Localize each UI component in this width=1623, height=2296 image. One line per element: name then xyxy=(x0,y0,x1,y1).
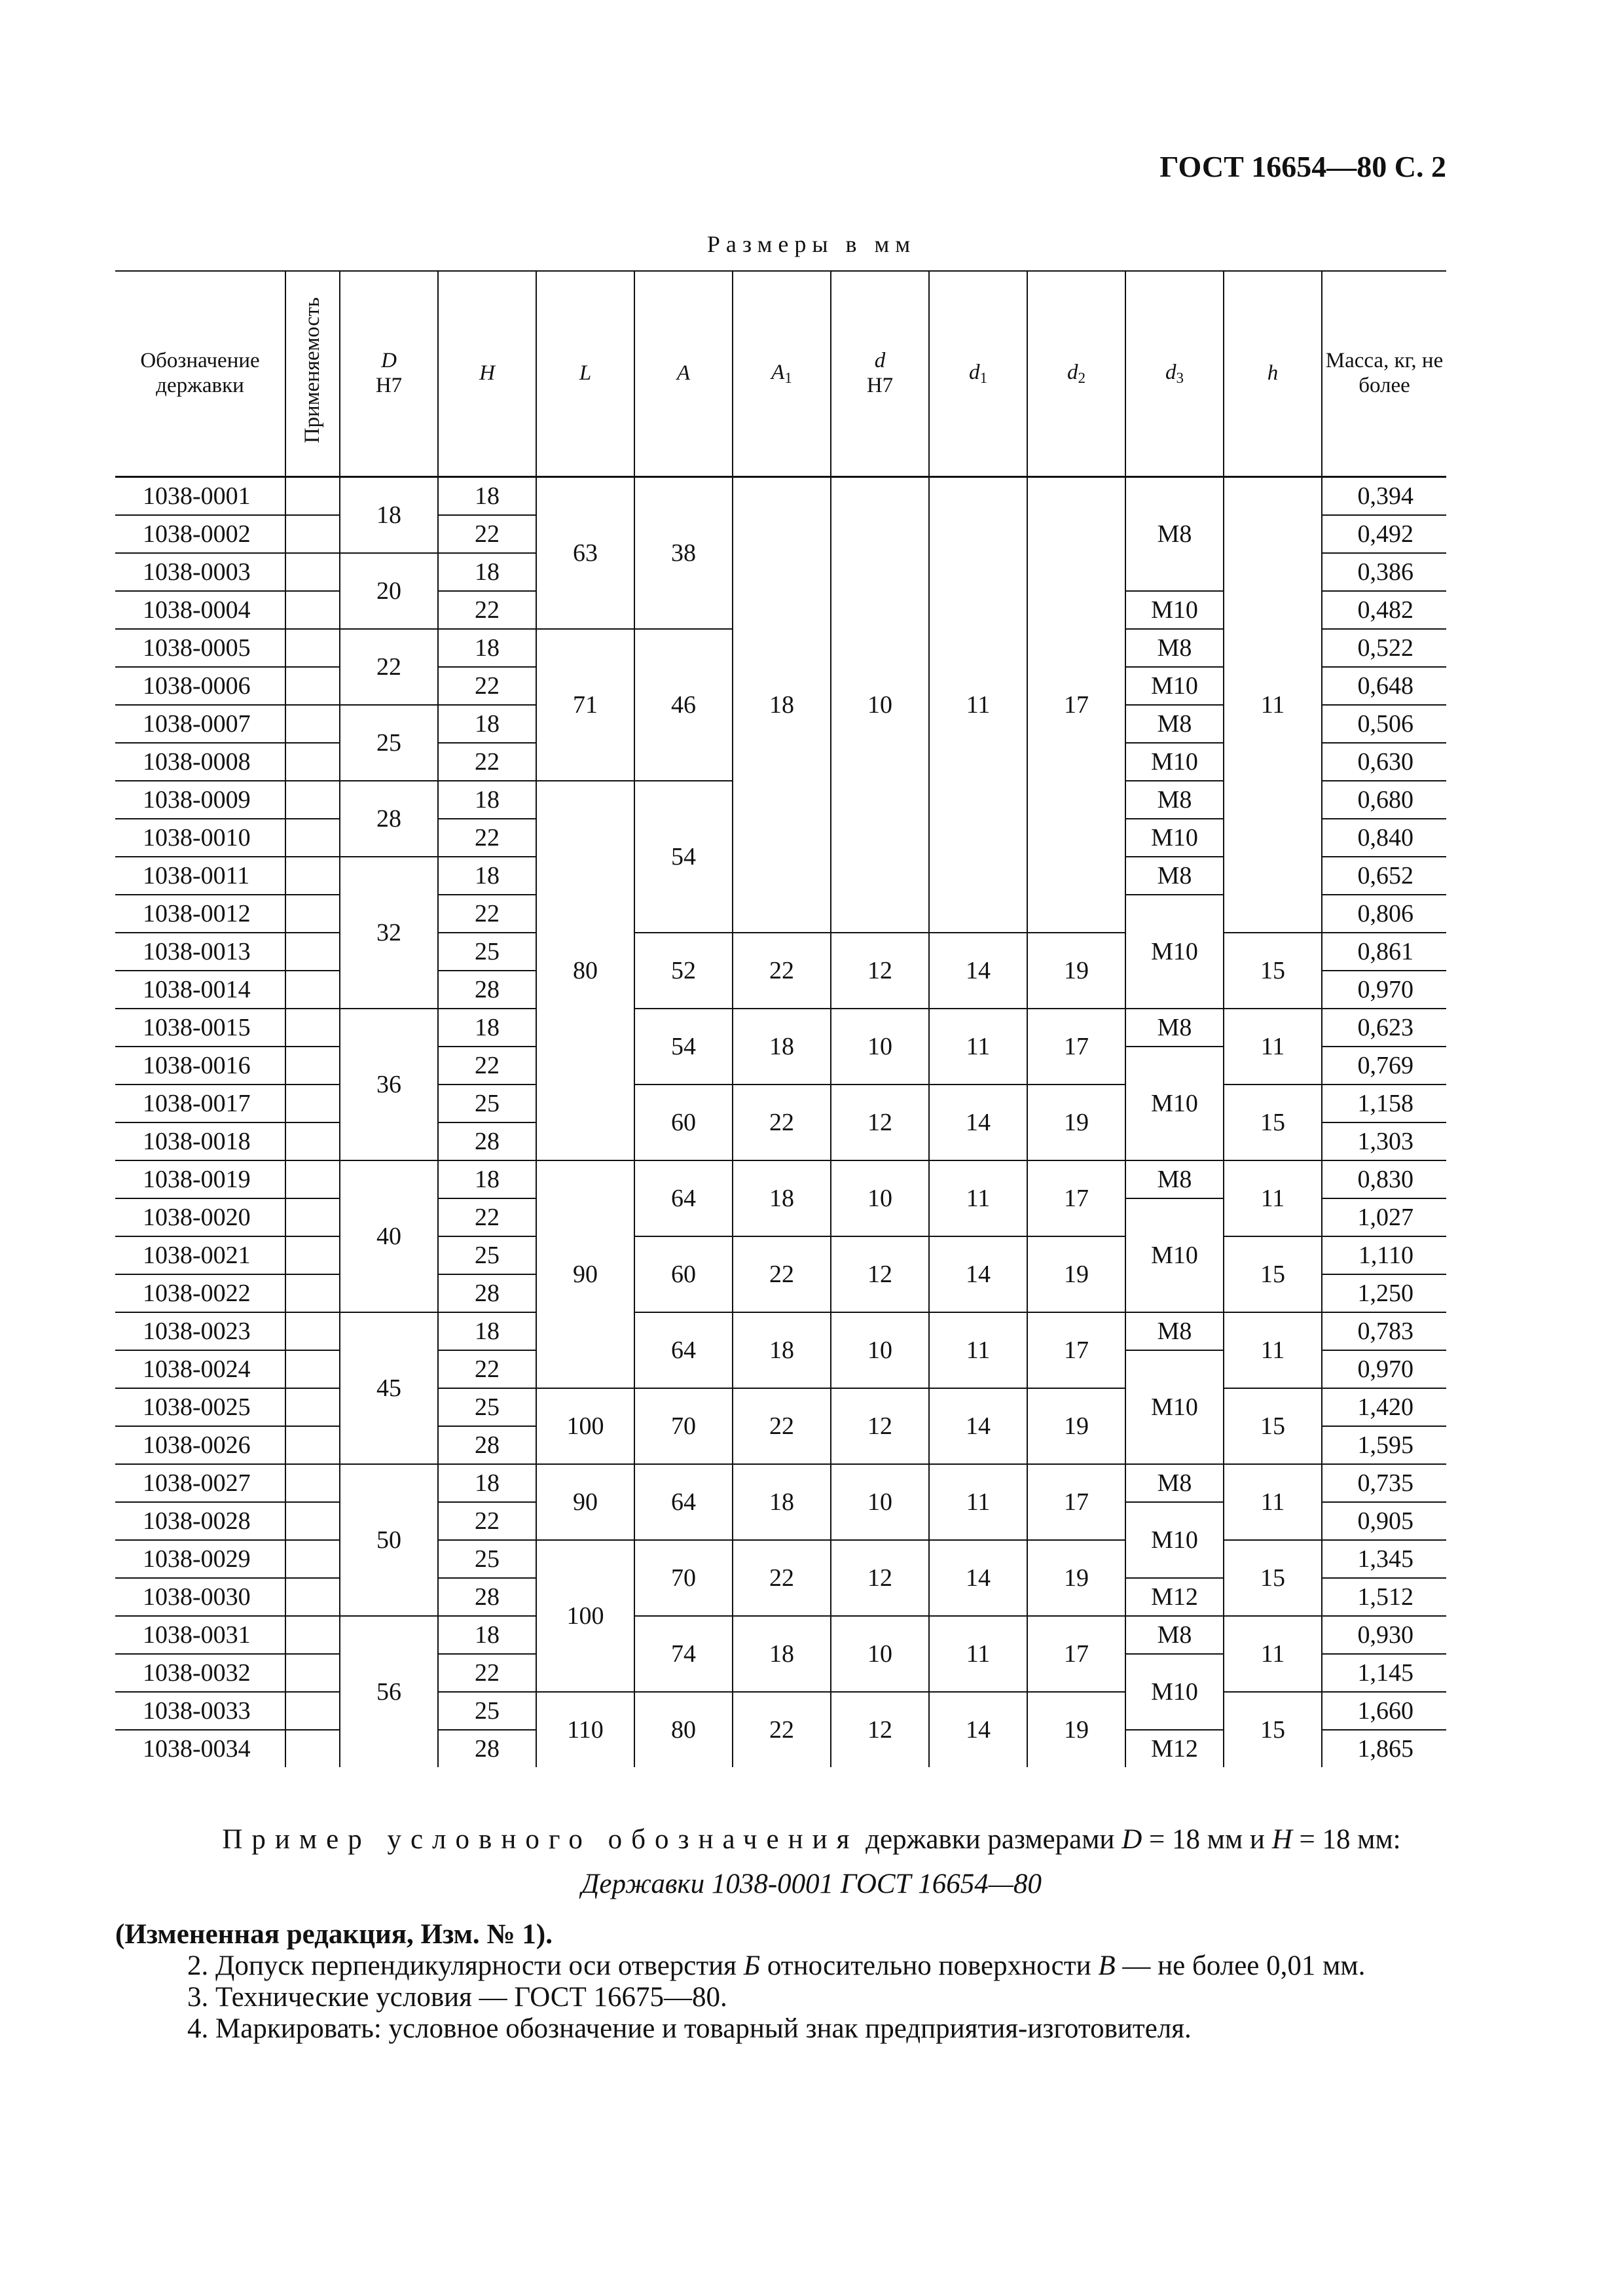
cell-app xyxy=(285,1730,340,1767)
cell-h: 28 xyxy=(438,1274,536,1312)
cell-a: 70 xyxy=(634,1388,733,1464)
cell-d1: 11 xyxy=(929,1312,1027,1388)
cell-h: 22 xyxy=(438,1047,536,1085)
cell-mass: 1,158 xyxy=(1322,1085,1446,1122)
cell-a: 54 xyxy=(634,1009,733,1085)
cell-a1: 18 xyxy=(733,1464,831,1540)
cell-app xyxy=(285,1085,340,1122)
cell-d3: M8 xyxy=(1125,477,1224,592)
cell-d3: M8 xyxy=(1125,1312,1224,1350)
cell-a: 54 xyxy=(634,781,733,933)
cell-code: 1038-0009 xyxy=(115,781,285,819)
header-d2: $d_2$ xyxy=(1027,271,1125,477)
cell-app xyxy=(285,857,340,895)
note-item-3: 3. Технические условия — ГОСТ 16675—80. xyxy=(187,1982,727,2013)
cell-d2: 19 xyxy=(1027,1540,1125,1616)
cell-h: 18 xyxy=(438,629,536,667)
cell-d2: 19 xyxy=(1027,1388,1125,1464)
cell-code: 1038-0033 xyxy=(115,1692,285,1730)
cell-d1: 11 xyxy=(929,1009,1027,1085)
cell-code: 1038-0015 xyxy=(115,1009,285,1047)
cell-d3: M12 xyxy=(1125,1578,1224,1616)
cell-code: 1038-0034 xyxy=(115,1730,285,1767)
cell-d2: 17 xyxy=(1027,1616,1125,1692)
cell-h: 11 xyxy=(1224,477,1322,933)
header-L: L xyxy=(536,271,634,477)
table-row xyxy=(115,1464,1446,1502)
cell-code: 1038-0010 xyxy=(115,819,285,857)
cell-d3: M8 xyxy=(1125,1009,1224,1047)
table-header-row xyxy=(115,271,1446,477)
cell-code: 1038-0022 xyxy=(115,1274,285,1312)
cell-code: 1038-0005 xyxy=(115,629,285,667)
cell-code: 1038-0023 xyxy=(115,1312,285,1350)
table-row xyxy=(115,1616,1446,1654)
cell-app xyxy=(285,895,340,933)
cell-a1: 18 xyxy=(733,477,831,933)
table-row xyxy=(115,1312,1446,1350)
cell-code: 1038-0012 xyxy=(115,895,285,933)
units-caption: Размеры в мм xyxy=(706,231,917,257)
header-H: H xyxy=(438,271,536,477)
cell-mass: 0,861 xyxy=(1322,933,1446,971)
cell-code: 1038-0031 xyxy=(115,1616,285,1654)
cell-code: 1038-0003 xyxy=(115,553,285,591)
cell-app xyxy=(285,1160,340,1198)
cell-mass: 0,783 xyxy=(1322,1312,1446,1350)
cell-a1: 22 xyxy=(733,1236,831,1312)
cell-app xyxy=(285,1236,340,1274)
cell-app xyxy=(285,781,340,819)
table-row xyxy=(115,1236,1446,1274)
cell-h: 25 xyxy=(438,1692,536,1730)
cell-code: 1038-0026 xyxy=(115,1426,285,1464)
cell-d3: M8 xyxy=(1125,705,1224,743)
cell-app xyxy=(285,1350,340,1388)
cell-h: 25 xyxy=(438,1388,536,1426)
cell-mass: 1,303 xyxy=(1322,1122,1446,1160)
cell-app xyxy=(285,667,340,705)
cell-app xyxy=(285,553,340,591)
cell-app xyxy=(285,1464,340,1502)
cell-app xyxy=(285,1274,340,1312)
cell-app xyxy=(285,1047,340,1085)
cell-code: 1038-0028 xyxy=(115,1502,285,1540)
cell-code: 1038-0019 xyxy=(115,1160,285,1198)
cell-a: 46 xyxy=(634,629,733,781)
cell-h: 18 xyxy=(438,1616,536,1654)
cell-mass: 1,250 xyxy=(1322,1274,1446,1312)
cell-d: 12 xyxy=(831,1388,929,1464)
cell-d: 45 xyxy=(340,1312,438,1464)
cell-d: 40 xyxy=(340,1160,438,1312)
cell-mass: 0,905 xyxy=(1322,1502,1446,1540)
page-header: ГОСТ 16654—80 С. 2 xyxy=(1159,150,1446,183)
cell-d3: M8 xyxy=(1125,629,1224,667)
cell-mass: 0,386 xyxy=(1322,553,1446,591)
cell-code: 1038-0011 xyxy=(115,857,285,895)
cell-a: 64 xyxy=(634,1312,733,1388)
cell-code: 1038-0024 xyxy=(115,1350,285,1388)
cell-code: 1038-0018 xyxy=(115,1122,285,1160)
cell-h: 22 xyxy=(438,515,536,553)
cell-h: 22 xyxy=(438,1350,536,1388)
cell-d: 12 xyxy=(831,1692,929,1767)
cell-d: 12 xyxy=(831,1236,929,1312)
cell-d3: M10 xyxy=(1125,819,1224,857)
cell-a: 70 xyxy=(634,1540,733,1616)
cell-mass: 0,769 xyxy=(1322,1047,1446,1085)
cell-d: 10 xyxy=(831,1464,929,1540)
cell-mass: 0,492 xyxy=(1322,515,1446,553)
cell-d: 56 xyxy=(340,1616,438,1767)
cell-code: 1038-0021 xyxy=(115,1236,285,1274)
cell-mass: 0,806 xyxy=(1322,895,1446,933)
header-A: A xyxy=(634,271,733,477)
cell-d3: M10 xyxy=(1125,1350,1224,1464)
table-row xyxy=(115,1540,1446,1578)
cell-code: 1038-0004 xyxy=(115,591,285,629)
dimensions-table xyxy=(115,270,1446,1767)
cell-mass: 1,110 xyxy=(1322,1236,1446,1274)
cell-app xyxy=(285,1616,340,1654)
cell-l: 90 xyxy=(536,1160,634,1388)
cell-code: 1038-0008 xyxy=(115,743,285,781)
cell-app xyxy=(285,591,340,629)
cell-mass: 1,660 xyxy=(1322,1692,1446,1730)
cell-h: 18 xyxy=(438,705,536,743)
header-A1: $A_1$ xyxy=(733,271,831,477)
table-row xyxy=(115,1009,1446,1047)
cell-d3: M10 xyxy=(1125,1047,1224,1160)
cell-h: 11 xyxy=(1224,1312,1322,1388)
cell-a1: 22 xyxy=(733,1388,831,1464)
cell-h: 22 xyxy=(438,1198,536,1236)
cell-d2: 17 xyxy=(1027,1464,1125,1540)
cell-h: 15 xyxy=(1224,1540,1322,1616)
cell-a1: 22 xyxy=(733,933,831,1009)
cell-d3: M8 xyxy=(1125,1160,1224,1198)
cell-h: 18 xyxy=(438,1009,536,1047)
cell-d1: 14 xyxy=(929,1388,1027,1464)
cell-app xyxy=(285,1502,340,1540)
header-d: d H7 xyxy=(831,271,929,477)
cell-d3: M10 xyxy=(1125,667,1224,705)
cell-d3: M10 xyxy=(1125,743,1224,781)
cell-d3: M10 xyxy=(1125,591,1224,629)
cell-a1: 22 xyxy=(733,1692,831,1767)
cell-h: 28 xyxy=(438,1578,536,1616)
cell-code: 1038-0027 xyxy=(115,1464,285,1502)
cell-d: 32 xyxy=(340,857,438,1009)
cell-app xyxy=(285,819,340,857)
header-d3: $d_3$ xyxy=(1125,271,1224,477)
cell-d1: 11 xyxy=(929,1616,1027,1692)
cell-app xyxy=(285,743,340,781)
cell-h: 18 xyxy=(438,1464,536,1502)
cell-mass: 0,394 xyxy=(1322,477,1446,516)
cell-app xyxy=(285,971,340,1009)
cell-code: 1038-0002 xyxy=(115,515,285,553)
cell-h: 11 xyxy=(1224,1464,1322,1540)
cell-mass: 1,145 xyxy=(1322,1654,1446,1692)
cell-d3: M8 xyxy=(1125,1616,1224,1654)
cell-h: 28 xyxy=(438,1426,536,1464)
cell-d1: 14 xyxy=(929,1236,1027,1312)
cell-d: 28 xyxy=(340,781,438,857)
cell-h: 15 xyxy=(1224,1236,1322,1312)
cell-code: 1038-0029 xyxy=(115,1540,285,1578)
cell-a1: 18 xyxy=(733,1312,831,1388)
cell-d2: 19 xyxy=(1027,1692,1125,1767)
cell-mass: 0,630 xyxy=(1322,743,1446,781)
cell-a1: 22 xyxy=(733,1085,831,1160)
cell-code: 1038-0014 xyxy=(115,971,285,1009)
cell-h: 11 xyxy=(1224,1616,1322,1692)
cell-d3: M8 xyxy=(1125,857,1224,895)
cell-d2: 17 xyxy=(1027,477,1125,933)
cell-h: 28 xyxy=(438,1730,536,1767)
cell-d3: M10 xyxy=(1125,1198,1224,1312)
cell-mass: 1,345 xyxy=(1322,1540,1446,1578)
cell-code: 1038-0001 xyxy=(115,477,285,516)
cell-h: 11 xyxy=(1224,1160,1322,1236)
cell-code: 1038-0006 xyxy=(115,667,285,705)
cell-a1: 18 xyxy=(733,1616,831,1692)
cell-h: 25 xyxy=(438,1236,536,1274)
cell-code: 1038-0016 xyxy=(115,1047,285,1085)
cell-a: 38 xyxy=(634,477,733,630)
cell-d: 10 xyxy=(831,1312,929,1388)
cell-a: 60 xyxy=(634,1085,733,1160)
cell-l: 100 xyxy=(536,1540,634,1692)
cell-app xyxy=(285,1426,340,1464)
cell-d1: 11 xyxy=(929,1464,1027,1540)
cell-d: 25 xyxy=(340,705,438,781)
cell-a: 60 xyxy=(634,1236,733,1312)
designation-example: Пример условного обозначения державки размерами D = 18 мм и H = 18 мм: xyxy=(222,1824,1401,1855)
header-designation: Обозначение державки xyxy=(115,271,285,477)
cell-app xyxy=(285,1198,340,1236)
cell-mass: 0,830 xyxy=(1322,1160,1446,1198)
cell-mass: 0,522 xyxy=(1322,629,1446,667)
cell-h: 22 xyxy=(438,819,536,857)
note-item-4: 4. Маркировать: условное обозначение и товарный знак предприятия-изготовителя. xyxy=(187,2013,1192,2044)
cell-d2: 19 xyxy=(1027,1085,1125,1160)
table-row xyxy=(115,933,1446,971)
cell-d2: 17 xyxy=(1027,1160,1125,1236)
cell-app xyxy=(285,629,340,667)
cell-h: 15 xyxy=(1224,1692,1322,1767)
table-row xyxy=(115,1085,1446,1122)
cell-d: 10 xyxy=(831,1160,929,1236)
cell-h: 28 xyxy=(438,971,536,1009)
cell-a: 64 xyxy=(634,1464,733,1540)
cell-mass: 1,865 xyxy=(1322,1730,1446,1767)
cell-mass: 0,930 xyxy=(1322,1616,1446,1654)
cell-d1: 11 xyxy=(929,1160,1027,1236)
cell-mass: 0,506 xyxy=(1322,705,1446,743)
cell-code: 1038-0013 xyxy=(115,933,285,971)
cell-a: 64 xyxy=(634,1160,733,1236)
cell-h: 22 xyxy=(438,1502,536,1540)
cell-mass: 1,512 xyxy=(1322,1578,1446,1616)
cell-a1: 22 xyxy=(733,1540,831,1616)
cell-code: 1038-0017 xyxy=(115,1085,285,1122)
cell-app xyxy=(285,477,340,516)
cell-a1: 18 xyxy=(733,1160,831,1236)
header-D: D H7 xyxy=(340,271,438,477)
cell-d2: 19 xyxy=(1027,933,1125,1009)
cell-l: 100 xyxy=(536,1388,634,1464)
header-mass: Масса, кг, не более xyxy=(1322,271,1446,477)
cell-app xyxy=(285,705,340,743)
cell-h: 22 xyxy=(438,667,536,705)
cell-mass: 0,623 xyxy=(1322,1009,1446,1047)
cell-a1: 18 xyxy=(733,1009,831,1085)
cell-code: 1038-0020 xyxy=(115,1198,285,1236)
cell-d3: M8 xyxy=(1125,1464,1224,1502)
cell-d2: 17 xyxy=(1027,1312,1125,1388)
cell-d: 20 xyxy=(340,553,438,629)
cell-d: 10 xyxy=(831,1009,929,1085)
cell-app xyxy=(285,1578,340,1616)
cell-mass: 0,482 xyxy=(1322,591,1446,629)
cell-h: 18 xyxy=(438,1160,536,1198)
cell-h: 15 xyxy=(1224,1388,1322,1464)
cell-a: 52 xyxy=(634,933,733,1009)
cell-app xyxy=(285,515,340,553)
cell-mass: 0,652 xyxy=(1322,857,1446,895)
cell-h: 18 xyxy=(438,857,536,895)
cell-code: 1038-0030 xyxy=(115,1578,285,1616)
cell-code: 1038-0007 xyxy=(115,705,285,743)
cell-mass: 0,970 xyxy=(1322,1350,1446,1388)
cell-app xyxy=(285,1654,340,1692)
cell-l: 90 xyxy=(536,1464,634,1540)
cell-mass: 1,420 xyxy=(1322,1388,1446,1426)
cell-h: 25 xyxy=(438,933,536,971)
cell-l: 63 xyxy=(536,477,634,630)
cell-h: 11 xyxy=(1224,1009,1322,1085)
cell-d: 12 xyxy=(831,933,929,1009)
cell-mass: 0,970 xyxy=(1322,971,1446,1009)
cell-mass: 1,027 xyxy=(1322,1198,1446,1236)
cell-app xyxy=(285,933,340,971)
cell-d3: M10 xyxy=(1125,1502,1224,1578)
cell-h: 18 xyxy=(438,477,536,516)
cell-a: 74 xyxy=(634,1616,733,1692)
note-item-2: 2. Допуск перпендикулярности оси отверстия Б относительно поверхности В — не более 0,01 мм. xyxy=(187,1950,1366,1981)
cell-mass: 0,735 xyxy=(1322,1464,1446,1502)
cell-h: 25 xyxy=(438,1085,536,1122)
cell-d1: 14 xyxy=(929,933,1027,1009)
cell-d: 10 xyxy=(831,1616,929,1692)
cell-code: 1038-0032 xyxy=(115,1654,285,1692)
table-row xyxy=(115,477,1446,516)
cell-app xyxy=(285,1692,340,1730)
header-h: h xyxy=(1224,271,1322,477)
cell-app xyxy=(285,1540,340,1578)
cell-h: 18 xyxy=(438,1312,536,1350)
cell-d3: M12 xyxy=(1125,1730,1224,1767)
notes xyxy=(115,1919,1446,2045)
cell-h: 15 xyxy=(1224,933,1322,1009)
header-d1: $d_1$ xyxy=(929,271,1027,477)
cell-d: 10 xyxy=(831,477,929,933)
cell-d3: M8 xyxy=(1125,781,1224,819)
cell-d: 12 xyxy=(831,1540,929,1616)
cell-h: 18 xyxy=(438,553,536,591)
cell-mass: 0,680 xyxy=(1322,781,1446,819)
cell-mass: 0,840 xyxy=(1322,819,1446,857)
cell-h: 22 xyxy=(438,743,536,781)
cell-h: 28 xyxy=(438,1122,536,1160)
cell-app xyxy=(285,1122,340,1160)
cell-h: 18 xyxy=(438,781,536,819)
cell-d2: 19 xyxy=(1027,1236,1125,1312)
cell-d1: 14 xyxy=(929,1085,1027,1160)
cell-d: 22 xyxy=(340,629,438,705)
designation-example-text: Державки 1038-0001 ГОСТ 16654—80 xyxy=(581,1869,1042,1899)
cell-a: 80 xyxy=(634,1692,733,1767)
cell-h: 25 xyxy=(438,1540,536,1578)
table-row xyxy=(115,1692,1446,1730)
cell-app xyxy=(285,1388,340,1426)
cell-d: 18 xyxy=(340,477,438,554)
cell-d1: 11 xyxy=(929,477,1027,933)
cell-d1: 14 xyxy=(929,1692,1027,1767)
cell-h: 22 xyxy=(438,1654,536,1692)
cell-d3: M10 xyxy=(1125,1654,1224,1730)
cell-l: 71 xyxy=(536,629,634,781)
cell-app xyxy=(285,1009,340,1047)
cell-h: 22 xyxy=(438,591,536,629)
cell-mass: 1,595 xyxy=(1322,1426,1446,1464)
cell-d: 12 xyxy=(831,1085,929,1160)
cell-h: 22 xyxy=(438,895,536,933)
cell-app xyxy=(285,1312,340,1350)
cell-l: 110 xyxy=(536,1692,634,1767)
table-row xyxy=(115,1160,1446,1198)
table-row xyxy=(115,1388,1446,1426)
amendment-note: (Измененная редакция, Изм. № 1). xyxy=(115,1919,553,1950)
cell-l: 80 xyxy=(536,781,634,1160)
cell-d: 50 xyxy=(340,1464,438,1616)
cell-mass: 0,648 xyxy=(1322,667,1446,705)
cell-d2: 17 xyxy=(1027,1009,1125,1085)
cell-d1: 14 xyxy=(929,1540,1027,1616)
cell-d: 36 xyxy=(340,1009,438,1160)
header-applicability: Применяемость xyxy=(285,271,340,477)
cell-code: 1038-0025 xyxy=(115,1388,285,1426)
cell-d3: M10 xyxy=(1125,895,1224,1009)
cell-h: 15 xyxy=(1224,1085,1322,1160)
